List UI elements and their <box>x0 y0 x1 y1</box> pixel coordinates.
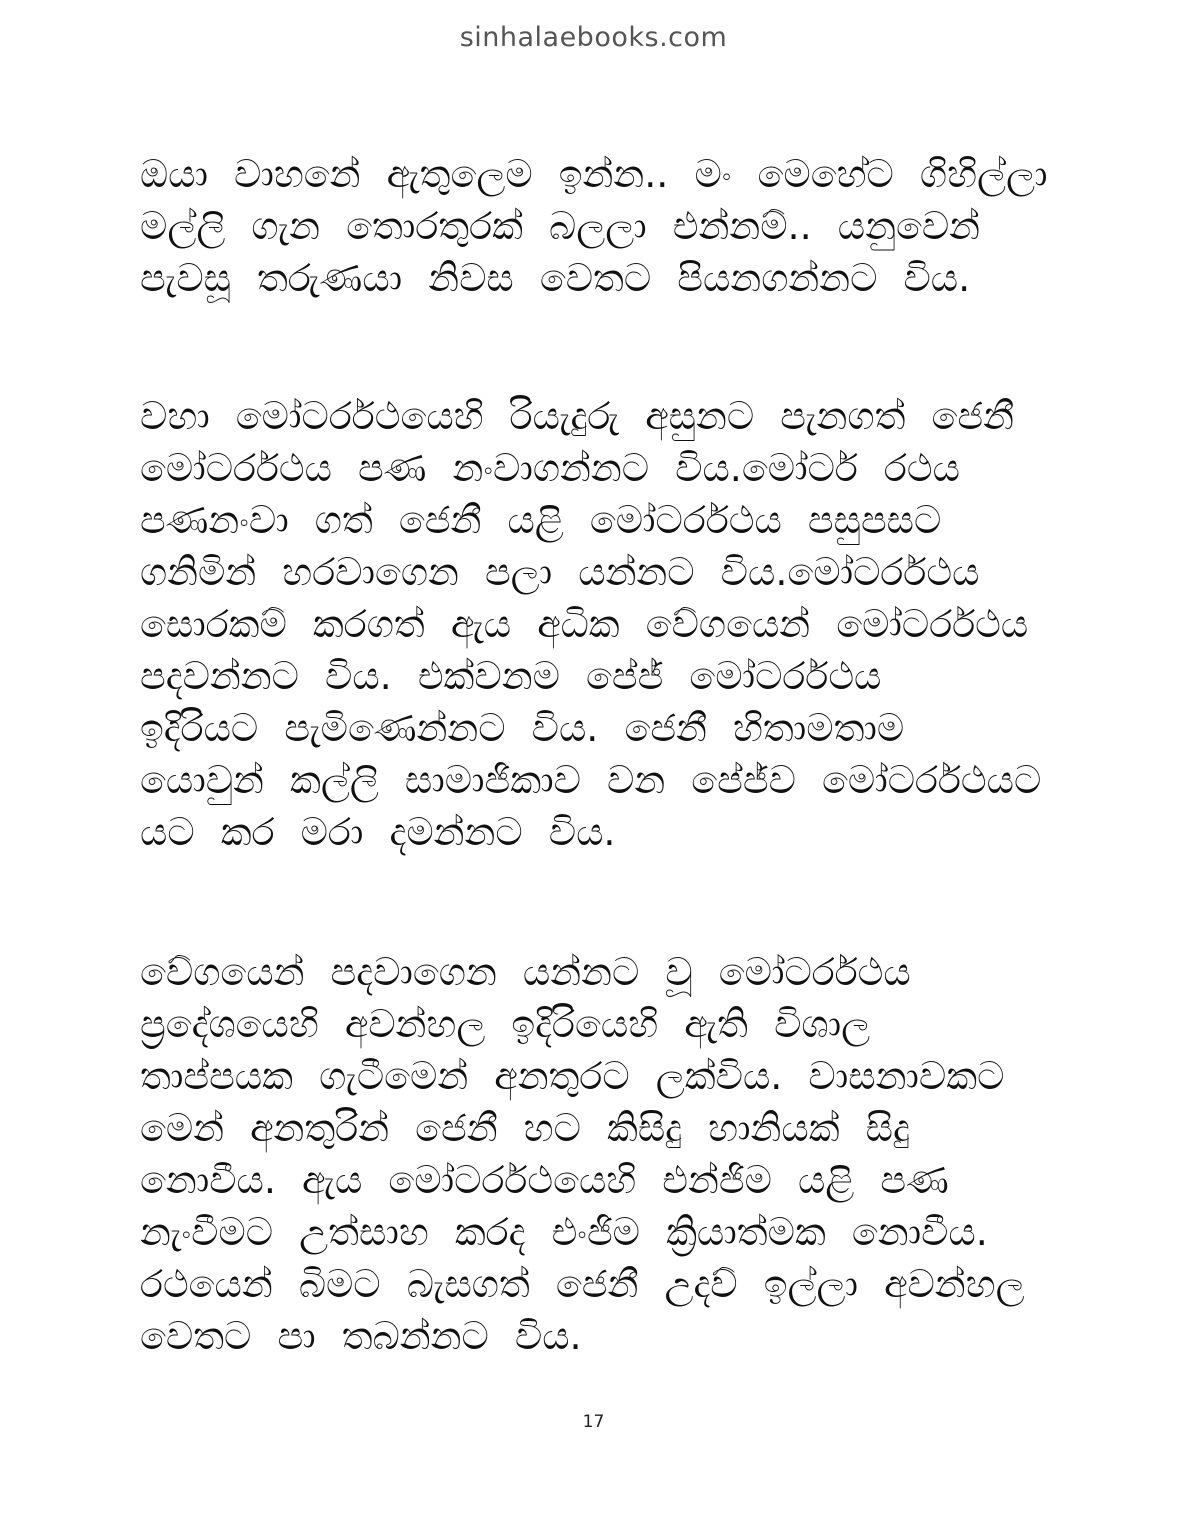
paragraph-3 <box>140 946 1025 1362</box>
paragraph-2 <box>140 390 1041 858</box>
text-line: පදවන්නට විය. එක්වනම පේජ් මෝටර්රථය <box>140 654 882 698</box>
text-line: වහා මෝටර්රථයෙහි රියැදුරු අසුනට පැනගත් ජෙනී <box>140 394 1014 438</box>
text-line: වෙතට පා තබන්නට විය. <box>140 1314 582 1358</box>
text-line: තාප්පයක ගැටීමෙන් අනතුරට ලක්විය. වාසනාවකට <box>140 1054 1005 1098</box>
text-line: ඔයා වාහනේ ඇතුලෙම ඉන්න.. මං මෙහේට ගිහිල්ලා <box>140 152 1048 196</box>
page-number: 17 <box>582 1412 605 1432</box>
text-line: නැංවීමට උත්සාහ කරද එංජිම ක්‍රියාත්මක නොවීය. <box>140 1210 988 1254</box>
text-line: නොවීය. ඇය මෝටර්රථයෙහි එන්ජිම යළි පණ <box>140 1158 949 1202</box>
text-line: යොවුන් කල්ලි සාමාජිකාව වන පේජ්ව මෝටර්රථයට <box>140 758 1042 802</box>
text-line: මල්ලි ගැන තොරතුරක් බලලා එන්නම්.. යනුවෙන් <box>140 204 980 248</box>
text-line: සොරකම් කරගත් ඇය අධික වේගයෙන් මෝටර්රථය <box>140 602 1029 646</box>
text-line: යට කර මරා දමන්නට විය. <box>140 810 616 854</box>
text-line: ප්‍රදේශයෙහි අවන්හල ඉදිරියෙහි ඇති විශාල <box>140 1002 871 1046</box>
text-line: වේගයෙන් පදවාගෙන යන්නට වූ මෝටර්රථය <box>140 950 911 994</box>
text-line: මෙන් අනතුරින් ජෙනී හට කිසිදු හානියක් සිදු <box>140 1106 910 1150</box>
paragraph-1 <box>140 148 1047 304</box>
site-header: sinhalaebooks.com <box>459 22 728 53</box>
text-line: මෝටර්රථය පණ නංවාගන්නට විය.මෝටර් රථය <box>140 446 960 490</box>
text-line: පණනංවා ගත් ජෙනී යළි මෝටර්රථය පසුපසට <box>140 498 942 542</box>
text-line: පැවසූ තරුණයා නිවස වෙතට පියනගන්නට විය. <box>140 256 971 300</box>
text-line: ඉදිරියට පැමිණෙන්නට විය. ජෙනී හිතාමතාම <box>140 706 905 750</box>
text-line: රථයෙන් බිමට බැසගත් ජෙනී උදව් ඉල්ලා අවන්හල <box>140 1262 1025 1306</box>
text-line: ගනිමින් හරවාගෙන පලා යන්නට විය.මෝටර්රථය <box>140 550 980 594</box>
